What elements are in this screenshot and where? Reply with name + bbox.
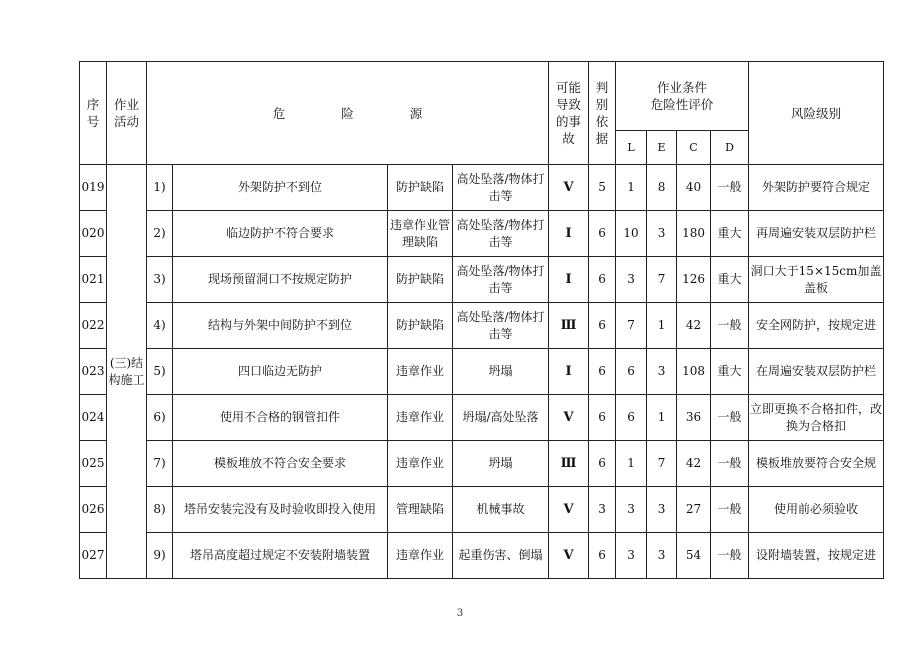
d-value: 40 <box>677 165 711 211</box>
header-level: 风险级别 <box>749 62 884 165</box>
accident-cell: 坍塌 <box>453 349 549 395</box>
row-number: 019 <box>80 165 107 211</box>
control-measures: 模板堆放要符合安全规 <box>749 441 884 487</box>
l-value: 6 <box>589 441 616 487</box>
basis-cell: Ⅴ <box>549 487 589 533</box>
header-accident: 可能导致的事故 <box>549 62 589 165</box>
d-value: 126 <box>677 257 711 303</box>
e-value: 7 <box>616 303 647 349</box>
control-measures: 外架防护要符合规定 <box>749 165 884 211</box>
e-value: 10 <box>616 211 647 257</box>
c-value: 3 <box>647 487 677 533</box>
hazard-cell: 临边防护不符合要求 <box>173 211 388 257</box>
row-index: 1) <box>147 165 173 211</box>
row-number: 020 <box>80 211 107 257</box>
row-index: 7) <box>147 441 173 487</box>
activity-group-cell: (三)结构施工 <box>107 165 147 579</box>
e-value: 6 <box>616 395 647 441</box>
accident-cell: 高处坠落/物体打击等 <box>453 303 549 349</box>
category-cell: 管理缺陷 <box>388 487 453 533</box>
risk-level: 一般 <box>711 165 749 211</box>
category-cell: 防护缺陷 <box>388 303 453 349</box>
d-value: 180 <box>677 211 711 257</box>
header-hazard <box>147 62 549 165</box>
hazard-cell: 塔吊安装完没有及时验收即投入使用 <box>173 487 388 533</box>
control-measures: 洞口大于15×15cm加盖盖板 <box>749 257 884 303</box>
d-value: 42 <box>677 303 711 349</box>
d-value: 54 <box>677 533 711 579</box>
accident-cell: 高处坠落/物体打击等 <box>453 165 549 211</box>
category-cell: 违章作业 <box>388 349 453 395</box>
row-index: 5) <box>147 349 173 395</box>
control-measures: 安全网防护，按规定进 <box>749 303 884 349</box>
header-condition-top: 作业条件 <box>657 80 708 96</box>
row-index: 4) <box>147 303 173 349</box>
l-value: 5 <box>589 165 616 211</box>
c-value: 1 <box>647 303 677 349</box>
basis-cell: Ⅴ <box>549 395 589 441</box>
header-e: E <box>647 131 677 165</box>
e-value: 3 <box>616 533 647 579</box>
table-row <box>80 165 884 211</box>
category-cell: 违章作业 <box>388 441 453 487</box>
row-index: 3) <box>147 257 173 303</box>
e-value: 1 <box>616 441 647 487</box>
control-measures: 使用前必须验收 <box>749 487 884 533</box>
row-number: 021 <box>80 257 107 303</box>
accident-cell: 高处坠落/物体打击等 <box>453 211 549 257</box>
risk-level: 重大 <box>711 349 749 395</box>
hazard-cell: 四口临边无防护 <box>173 349 388 395</box>
l-value: 6 <box>589 257 616 303</box>
c-value: 8 <box>647 165 677 211</box>
c-value: 3 <box>647 349 677 395</box>
category-cell: 违章作业管理缺陷 <box>388 211 453 257</box>
header-basis: 判别依据 <box>589 62 616 165</box>
c-value: 3 <box>647 533 677 579</box>
basis-cell: Ⅴ <box>549 165 589 211</box>
hazard-cell: 外架防护不到位 <box>173 165 388 211</box>
c-value: 1 <box>647 395 677 441</box>
c-value: 7 <box>647 257 677 303</box>
header-condition <box>616 62 749 131</box>
basis-cell: Ⅰ <box>549 211 589 257</box>
hazard-cell: 塔吊高度超过规定不安装附墙装置 <box>173 533 388 579</box>
e-value: 1 <box>616 165 647 211</box>
risk-level: 一般 <box>711 395 749 441</box>
table-row <box>80 395 884 441</box>
control-measures: 立即更换不合格扣件，改换为合格扣 <box>749 395 884 441</box>
l-value: 6 <box>589 349 616 395</box>
basis-cell: Ⅴ <box>549 533 589 579</box>
accident-cell: 坍塌 <box>453 441 549 487</box>
row-index: 8) <box>147 487 173 533</box>
c-value: 7 <box>647 441 677 487</box>
accident-cell: 机械事故 <box>453 487 549 533</box>
table-row <box>80 441 884 487</box>
d-value: 36 <box>677 395 711 441</box>
basis-cell: Ⅰ <box>549 257 589 303</box>
header-no: 序号 <box>80 62 107 165</box>
e-value: 3 <box>616 487 647 533</box>
header-hazard-text: 危 险 源 <box>272 105 449 121</box>
risk-level: 一般 <box>711 487 749 533</box>
control-measures: 再周遍安装双层防护栏 <box>749 211 884 257</box>
risk-level: 一般 <box>711 303 749 349</box>
e-value: 6 <box>616 349 647 395</box>
row-index: 9) <box>147 533 173 579</box>
table-row <box>80 257 884 303</box>
row-number: 023 <box>80 349 107 395</box>
d-value: 108 <box>677 349 711 395</box>
header-c: C <box>677 131 711 165</box>
risk-level: 一般 <box>711 533 749 579</box>
control-measures: 设附墙装置，按规定进 <box>749 533 884 579</box>
row-index: 2) <box>147 211 173 257</box>
category-cell: 违章作业 <box>388 395 453 441</box>
accident-cell: 起重伤害、倒塌 <box>453 533 549 579</box>
table-row <box>80 211 884 257</box>
control-measures: 在周遍安装双层防护栏 <box>749 349 884 395</box>
row-number: 026 <box>80 487 107 533</box>
table-header <box>80 62 884 165</box>
row-index: 6) <box>147 395 173 441</box>
risk-level: 重大 <box>711 257 749 303</box>
header-d: D <box>711 131 749 165</box>
l-value: 6 <box>589 211 616 257</box>
hazard-cell: 使用不合格的钢管扣件 <box>173 395 388 441</box>
accident-cell: 坍塌/高处坠落 <box>453 395 549 441</box>
table-row <box>80 303 884 349</box>
category-cell: 防护缺陷 <box>388 257 453 303</box>
category-cell: 违章作业 <box>388 533 453 579</box>
header-l: L <box>616 131 647 165</box>
row-number: 022 <box>80 303 107 349</box>
e-value: 3 <box>616 257 647 303</box>
row-number: 024 <box>80 395 107 441</box>
l-value: 6 <box>589 533 616 579</box>
risk-level: 重大 <box>711 211 749 257</box>
table-row <box>80 349 884 395</box>
hazard-cell: 结构与外架中间防护不到位 <box>173 303 388 349</box>
risk-assessment-table <box>79 61 884 579</box>
table-row <box>80 487 884 533</box>
l-value: 3 <box>589 487 616 533</box>
page-number: 3 <box>456 608 464 619</box>
l-value: 6 <box>589 303 616 349</box>
basis-cell: Ⅲ <box>549 441 589 487</box>
hazard-cell: 现场预留洞口不按规定防护 <box>173 257 388 303</box>
table-body <box>80 165 884 579</box>
table-row <box>80 533 884 579</box>
hazard-cell: 模板堆放不符合安全要求 <box>173 441 388 487</box>
d-value: 42 <box>677 441 711 487</box>
basis-cell: Ⅲ <box>549 303 589 349</box>
row-number: 025 <box>80 441 107 487</box>
c-value: 3 <box>647 211 677 257</box>
header-activity: 作业活动 <box>107 62 147 165</box>
d-value: 27 <box>677 487 711 533</box>
accident-cell: 高处坠落/物体打击等 <box>453 257 549 303</box>
category-cell: 防护缺陷 <box>388 165 453 211</box>
header-condition-bottom: 危险性评价 <box>650 97 714 113</box>
l-value: 6 <box>589 395 616 441</box>
risk-level: 一般 <box>711 441 749 487</box>
row-number: 027 <box>80 533 107 579</box>
basis-cell: Ⅰ <box>549 349 589 395</box>
